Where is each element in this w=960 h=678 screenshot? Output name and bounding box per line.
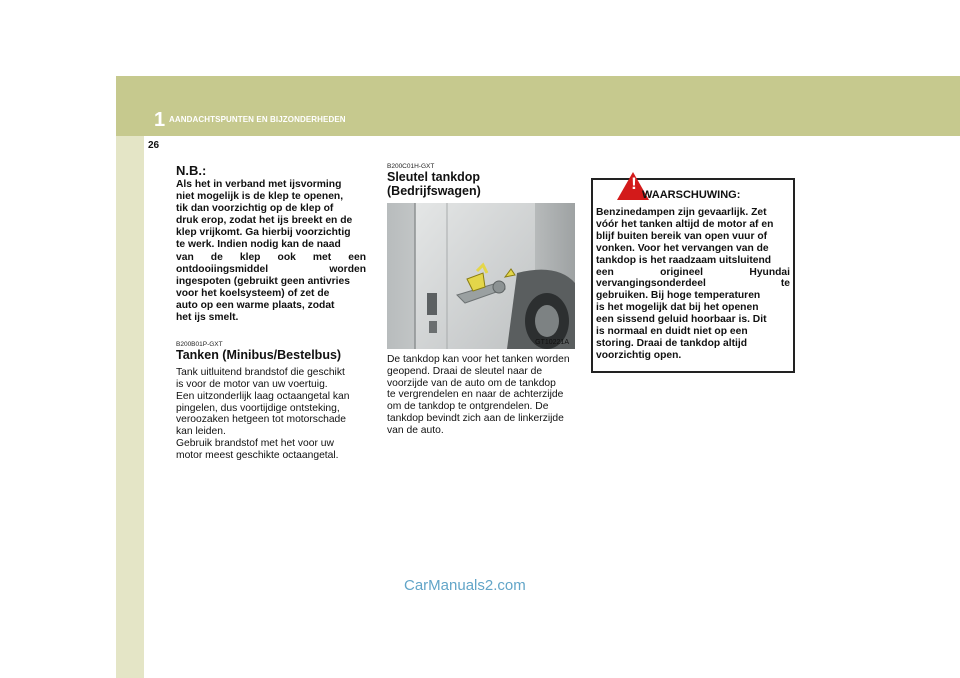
warning-line: een sissend geluid hoorbaar is. Dit	[596, 314, 767, 326]
warning-line: voorzichtig open.	[596, 349, 682, 361]
body-line: van de auto.	[387, 424, 444, 436]
note-body	[176, 179, 366, 324]
side-band	[116, 136, 144, 678]
warning-line: tankdop is het raadzaam uitsluitend	[596, 254, 772, 266]
note-line: tik dan voorzichtig op de klep of	[176, 203, 334, 215]
warning-line: Benzinedampen zijn gevaarlijk. Zet	[596, 207, 767, 218]
warning-line: een origineel Hyundai	[596, 266, 790, 278]
note-line: auto op een warme plaats, zodat	[176, 299, 335, 311]
column-left	[176, 163, 366, 462]
section-code: B200B01P-GXT	[176, 341, 223, 349]
note-line: druk erop, zodat het ijs breekt en de	[176, 215, 353, 227]
note-line: niet mogelijk is de klep te openen,	[176, 191, 344, 203]
body-line: pingelen, dus voortijdige ontsteking,	[176, 402, 340, 414]
warning-line: is normaal en duidt niet op een	[596, 326, 748, 338]
chapter-number: 1	[154, 109, 166, 131]
note-line: te werk. Indien nodig kan de naad	[176, 239, 341, 251]
warning-header	[596, 174, 790, 205]
note-line: het ijs smelt.	[176, 312, 239, 324]
body-line: De tankdop kan voor het tanken worden	[387, 354, 570, 365]
note-line: voor het koelsysteem) of zet de	[176, 287, 330, 299]
warning-line: blijf buiten bereik van open vuur of	[596, 230, 768, 242]
chapter-title: AANDACHTSPUNTEN EN BIJZONDERHEDEN	[169, 115, 346, 124]
section-title-sleutel: Sleutel tankdop (Bedrijfswagen)	[387, 170, 481, 198]
note-line: ontdooiingsmiddel worden	[176, 263, 366, 275]
warning-line: vervangingsonderdeel te	[596, 278, 790, 290]
body-line: veroozaken hetgeen tot motorschade	[176, 414, 347, 426]
fuel-cap-key-photo	[387, 203, 575, 349]
section-body-sleutel	[387, 354, 575, 437]
warning-line: gebruiken. Bij hoge temperaturen	[596, 290, 761, 302]
warning-line: is het mogelijk dat bij het openen	[596, 302, 759, 314]
column-right	[591, 174, 790, 373]
body-line: geopend. Draai de sleutel naar de	[387, 365, 543, 377]
watermark-link[interactable]: CarManuals2.com	[404, 577, 526, 594]
body-line: Een uitzonderlijk laag octaangetal kan	[176, 390, 350, 402]
photo-caption: GT10221A	[535, 339, 569, 346]
warning-exclamation: !	[631, 174, 637, 193]
page-number: 26	[148, 140, 160, 151]
section-code: B200C01H-GXT	[387, 163, 435, 170]
header-band	[116, 76, 960, 136]
note-line: ingespoten (gebruikt geen antivries	[176, 275, 350, 287]
body-line: om de tankdop te ontgrendelen. De	[387, 401, 549, 413]
warning-body	[596, 207, 790, 362]
section-body-tanken	[176, 367, 366, 461]
note-line: klep vrijkomt. Ga hierbij voorzichtig	[176, 227, 351, 239]
body-line: te vergrendelen en naar de achterzijde	[387, 389, 564, 401]
body-line: is voor de motor van uw voertuig.	[176, 378, 328, 390]
warning-box	[591, 174, 795, 373]
note-title: N.B.:	[176, 163, 207, 178]
body-line: tankdop bevindt zich aan de linkerzijde	[387, 412, 564, 424]
note-line: van de klep ook met een	[176, 251, 366, 263]
fuel-cap-illustration	[387, 203, 575, 349]
warning-line: storing. Draai de tankdop altijd	[596, 337, 748, 349]
warning-line: vóór het tanken altijd de motor af en	[596, 218, 774, 230]
section-title-tanken: Tanken (Minibus/Bestelbus)	[176, 348, 342, 363]
body-line: motor meest geschikte octaangetal.	[176, 449, 339, 461]
warning-title: WAARSCHUWING:	[642, 189, 741, 201]
column-middle	[387, 163, 575, 437]
body-line: Tank uitluitend brandstof die geschikt	[176, 367, 345, 379]
warning-line: vonken. Voor het vervangen van de	[596, 242, 769, 254]
body-line: voorzijde van de auto om de tankdop	[387, 377, 556, 389]
note-line: Als het in verband met ijsvorming	[176, 179, 342, 190]
body-line: Gebruik brandstof met het voor uw	[176, 437, 334, 449]
body-line: kan leiden.	[176, 426, 226, 438]
